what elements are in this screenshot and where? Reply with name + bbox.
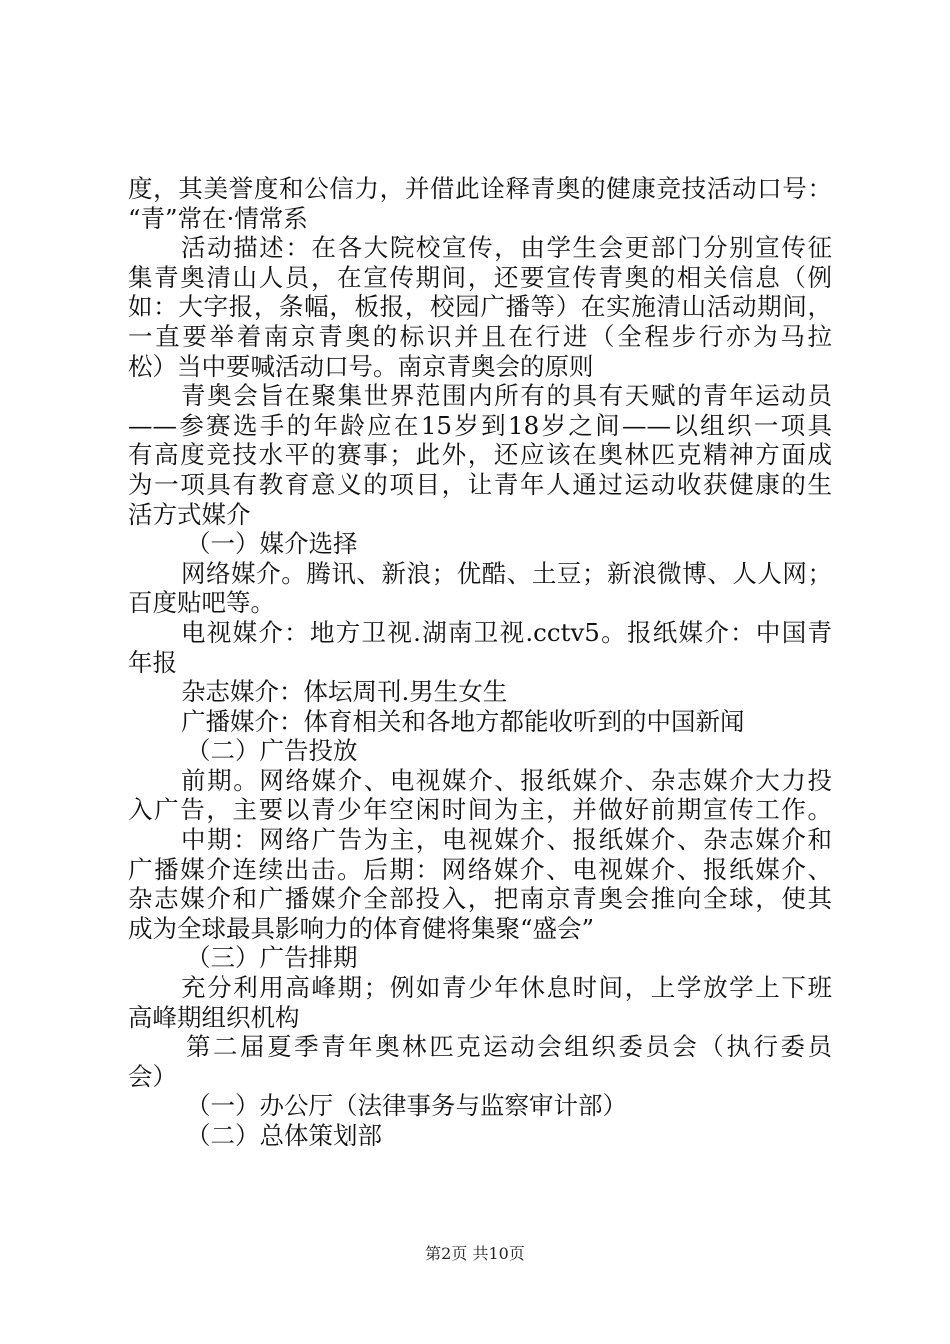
paragraph-line: 有高度竞技水平的赛事；此外，还应该在奥林匹克精神方面成 [128, 440, 832, 470]
paragraph-line: 充分利用高峰期；例如青少年休息时间，上学放学上下班 [181, 973, 832, 1003]
paragraph-line: 成为全球最具影响力的体育健将集聚“盛会” [128, 913, 595, 943]
paragraph-line: 广播媒介：体育相关和各地方都能收听到的中国新闻 [181, 706, 745, 736]
paragraph-line: 度，其美誉度和公信力，并借此诠释青奥的健康竞技活动口号： [128, 174, 832, 203]
paragraph-line: 百度贴吧等。 [128, 588, 275, 618]
paragraph-line: 集青奥清山人员，在宣传期间，还要宣传青奥的相关信息（例 [128, 262, 832, 292]
section-heading: （一）媒介选择 [186, 529, 358, 559]
paragraph-line: 会） [128, 1061, 177, 1091]
paragraph-line: “青”常在·情常系 [128, 203, 308, 233]
paragraph-line: 高峰期组织机构 [128, 1002, 300, 1032]
paragraph-line: ——参赛选手的年龄应在15岁到18岁之间——以组织一项具 [128, 410, 832, 440]
paragraph-line: 年报 [128, 647, 177, 677]
section-heading: （一）办公厅（法律事务与监察审计部） [186, 1091, 627, 1121]
paragraph-line: 杂志媒介：体坛周刊.男生女生 [181, 677, 508, 707]
section-heading: （二）广告投放 [186, 736, 358, 766]
paragraph-line: 第二届夏季青年奥林匹克运动会组织委员会（执行委员 [186, 1032, 832, 1062]
paragraph-line: 松）当中要喊活动口号。南京青奥会的原则 [128, 351, 594, 381]
paragraph-line: 入广告，主要以青少年空闲时间为主，并做好前期宣传工作。 [128, 795, 832, 825]
paragraph-line: 网络媒介。腾讯、新浪；优酷、土豆；新浪微博、人人网； [181, 558, 832, 588]
section-heading: （二）总体策划部 [186, 1121, 382, 1150]
paragraph-line: 活方式媒介 [128, 499, 251, 529]
paragraph-line: 电视媒介：地方卫视.湖南卫视.cctv5。报纸媒介：中国青 [181, 617, 832, 647]
paragraph-line: 一直要举着南京青奥的标识并且在行进（全程步行亦为马拉 [128, 321, 832, 351]
paragraph-line: 如：大字报，条幅，板报，校园广播等）在实施清山活动期间， [128, 292, 832, 322]
page-number-footer: 第2页 共10页 [425, 1244, 525, 1263]
paragraph-line: 前期。网络媒介、电视媒介、报纸媒介、杂志媒介大力投 [181, 765, 832, 795]
paragraph-line: 中期：网络广告为主，电视媒介、报纸媒介、杂志媒介和 [181, 825, 832, 855]
section-heading: （三）广告排期 [186, 943, 358, 973]
paragraph-line: 广播媒介连续出击。后期：网络媒介、电视媒介、报纸媒介、 [128, 854, 832, 884]
document-body [128, 174, 832, 1151]
paragraph-line: 杂志媒介和广播媒介全部投入，把南京青奥会推向全球，使其 [128, 884, 832, 914]
paragraph-line: 为一项具有教育意义的项目，让青年人通过运动收获健康的生 [128, 469, 832, 499]
paragraph-line: 活动描述：在各大院校宣传，由学生会更部门分别宣传征 [181, 233, 832, 263]
paragraph-line: 青奥会旨在聚集世界范围内所有的具有天赋的青年运动员 [181, 381, 832, 411]
